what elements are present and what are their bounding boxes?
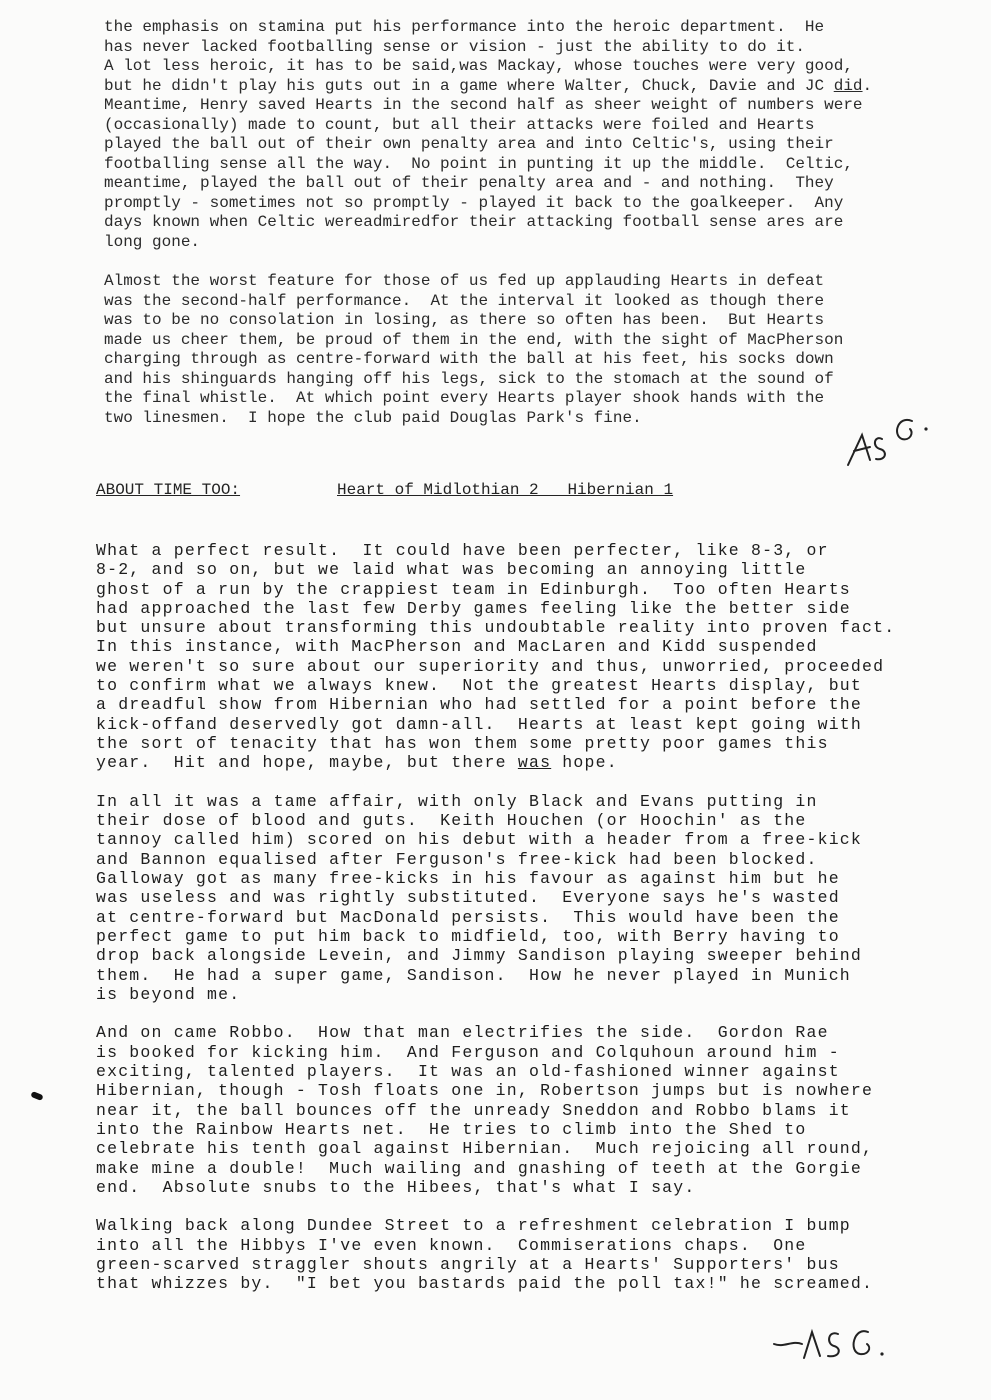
report-line: year. Hit and hope, maybe, but there was hope. xyxy=(96,753,618,773)
report-line: In all it was a tame affair, with only Black and Evans putting in xyxy=(96,791,818,811)
continuation-line: meantime, played the ball out of their penalty area and - and nothing. They xyxy=(104,174,834,193)
report-line: celebrate his tenth goal against Hibernian. Much rejoicing all round, xyxy=(96,1139,874,1159)
continuation-line: the final whistle. At which point every Hearts player shook hands with the xyxy=(104,389,825,408)
report-line: end. Absolute snubs to the Hibees, that's what I say. xyxy=(96,1177,696,1197)
report-line: In this instance, with MacPherson and MacLaren and Kidd suspended xyxy=(96,637,818,657)
continuation-line: days known when Celtic wereadmiredfor their attacking football sense ares are xyxy=(104,213,844,232)
report-line: into all the Hibbys I've even known. Commiserations chaps. One xyxy=(96,1235,807,1255)
report-line: was useless and was rightly substituted. Everyone says he's wasted xyxy=(96,888,840,908)
continuation-line: two linesmen. I hope the club paid Douglas Park's fine. xyxy=(104,408,642,427)
report-line: we weren't so sure about our superiority and thus, unworried, proceeded xyxy=(96,656,885,676)
match-result-heading: Heart of Midlothian 2 Hibernian 1 xyxy=(337,481,674,499)
report-line: drop back alongside Levein, and Jimmy Sandison playing sweeper behind xyxy=(96,946,863,966)
report-line: 8-2, and so on, but we laid what was becoming an annoying little xyxy=(96,560,807,580)
report-line: a dreadful show from Hibernian who had settled for a point before the xyxy=(96,695,863,715)
report-line: is booked for kicking him. And Ferguson and Colquhoun around him - xyxy=(96,1042,840,1062)
report-line xyxy=(96,1004,966,1023)
margin-mark xyxy=(30,1091,43,1101)
continuation-line: Almost the worst feature for those of us fed up applauding Hearts in defeat xyxy=(104,272,825,291)
continuation-line: and his shinguards hanging off his legs, sick to the stomach at the sound of xyxy=(104,369,834,388)
report-line xyxy=(96,1197,966,1216)
continuation-line xyxy=(104,253,904,273)
continuation-line: long gone. xyxy=(104,233,201,252)
report-line: to confirm what we always knew. Not the greatest Hearts display, but xyxy=(96,676,863,696)
continuation-line: (occasionally) made to count, but all their attacks were foiled and Hearts xyxy=(104,115,815,134)
continuation-line: footballing sense all the way. No point in punting it up the middle. Celtic, xyxy=(104,154,853,173)
continuation-line: made us cheer them, be proud of them in the end, with the sight of MacPherson xyxy=(104,330,844,349)
continuation-line: but he didn't play his guts out in a game where Walter, Chuck, Davie and JC did. xyxy=(104,76,873,95)
report-line xyxy=(96,773,966,792)
continuation-line: has never lacked footballing sense or vision - just the ability to do it. xyxy=(104,37,805,56)
report-line: tannoy called him) scored on his debut with a header from a free-kick xyxy=(96,830,863,850)
report-line: Galloway got as many free-kicks in his favour as against him but he xyxy=(96,869,840,889)
report-line: Walking back along Dundee Street to a refreshment celebration I bump xyxy=(96,1216,851,1236)
underlined-word: was xyxy=(517,753,552,773)
report-line: had approached the last few Derby games feeling like the better side xyxy=(96,598,851,618)
report-line: the sort of tenacity that has won them some pretty poor games this xyxy=(96,733,829,753)
report-line: them. He had a super game, Sandison. How he never played in Munich xyxy=(96,965,851,985)
report-line: make mine a double! Much wailing and gnashing of teeth at the Gorgie xyxy=(96,1158,863,1178)
report-line: into the Rainbow Hearts net. He tries to climb into the Shed to xyxy=(96,1119,807,1139)
continuation-line: A lot less heroic, it has to be said,was Mackay, whose touches were very good, xyxy=(104,57,853,76)
section-heading: ABOUT TIME TOO: xyxy=(96,481,241,499)
report-line: at centre-forward but MacDonald persists. This would have been the xyxy=(96,907,840,927)
continuation-line: promptly - sometimes not so promptly - played it back to the goalkeeper. Any xyxy=(104,193,844,212)
continuation-line: was to be no consolation in losing, as there so often has been. But Hearts xyxy=(104,311,825,330)
article-continuation-text xyxy=(104,18,904,428)
report-line: What a perfect result. It could have been perfecter, like 8-3, or xyxy=(96,541,829,560)
continuation-line: Meantime, Henry saved Hearts in the second half as sheer weight of numbers were xyxy=(104,96,863,115)
report-line: near it, the ball bounces off the unready Sneddon and Robbo blams it xyxy=(96,1100,851,1120)
match-report-text xyxy=(96,541,966,1294)
report-line: is beyond me. xyxy=(96,984,241,1004)
continuation-line: the emphasis on stamina put his performance into the heroic department. He xyxy=(104,18,825,36)
report-line: perfect game to put him back to midfield, too, with Berry having to xyxy=(96,926,840,946)
report-line: green-scarved straggler shouts angrily at a Hearts' Supporters' bus xyxy=(96,1254,840,1274)
continuation-line: played the ball out of their own penalty area and into Celtic's, using their xyxy=(104,135,834,154)
handwritten-signature-bottom xyxy=(770,1318,890,1368)
handwritten-signature-top xyxy=(840,405,935,475)
report-line: exciting, talented players. It was an old-fashioned winner against xyxy=(96,1062,840,1082)
report-line: kick-offand deservedly got damn-all. Hearts at least kept going with xyxy=(96,714,863,734)
report-line: And on came Robbo. How that man electrifies the side. Gordon Rae xyxy=(96,1023,829,1043)
continuation-line: charging through as centre-forward with the ball at his feet, his socks down xyxy=(104,350,834,369)
report-line: ghost of a run by the crappiest team in Edinburgh. Too often Hearts xyxy=(96,579,851,599)
report-line: that whizzes by. "I bet you bastards paid the poll tax!" he screamed. xyxy=(96,1274,874,1294)
report-line: Hibernian, though - Tosh floats one in, Robertson jumps but is nowhere xyxy=(96,1081,874,1101)
report-line: their dose of blood and guts. Keith Houchen (or Hoochin' as the xyxy=(96,811,807,831)
underlined-word: did xyxy=(833,76,863,95)
continuation-line: was the second-half performance. At the interval it looked as though there xyxy=(104,291,825,310)
report-line: and Bannon equalised after Ferguson's free-kick had been blocked. xyxy=(96,849,818,869)
report-line: but unsure about transforming this undoubtable reality into proven fact. xyxy=(96,618,896,638)
